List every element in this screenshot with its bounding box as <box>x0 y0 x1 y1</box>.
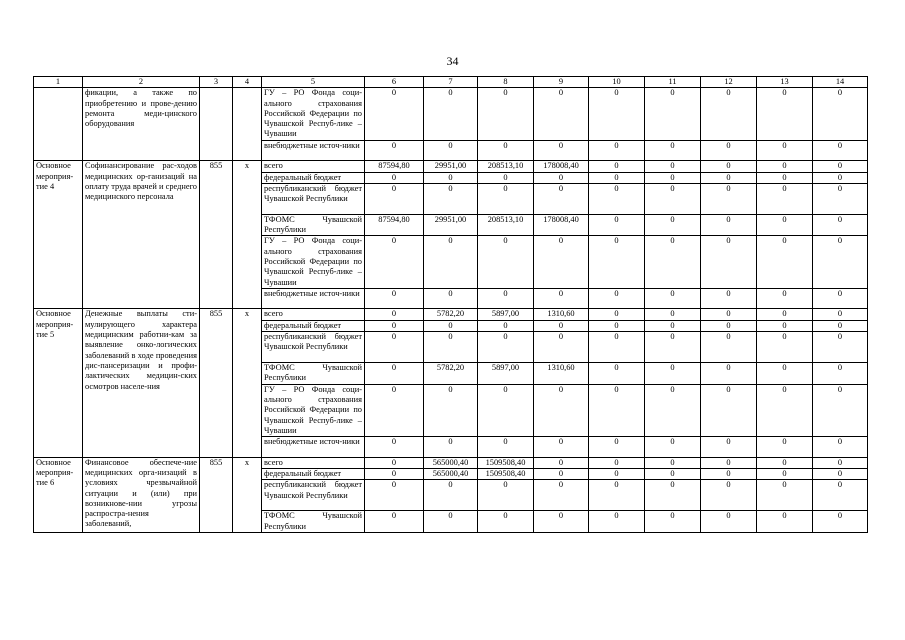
value-cell: 0 <box>589 183 645 214</box>
funding-source: внебюджетные источ-ники <box>262 437 365 458</box>
value-cell: 0 <box>424 511 478 533</box>
measure-name: Основное мероприя-тие 4 <box>34 161 83 309</box>
value-cell: 0 <box>424 288 478 309</box>
value-cell: 0 <box>589 384 645 436</box>
column-number-3: 3 <box>200 77 233 88</box>
value-cell: 0 <box>701 384 757 436</box>
value-cell: 0 <box>813 437 868 458</box>
column-number-8: 8 <box>478 77 534 88</box>
value-cell: 0 <box>365 88 424 140</box>
value-cell: 0 <box>757 236 813 288</box>
value-cell: 0 <box>757 384 813 436</box>
value-cell: 0 <box>365 183 424 214</box>
column-number-6: 6 <box>365 77 424 88</box>
value-cell: 0 <box>645 511 701 533</box>
value-cell: 0 <box>757 309 813 320</box>
value-cell: 0 <box>589 172 645 183</box>
value-cell: 5782,20 <box>424 363 478 385</box>
value-cell: 0 <box>589 363 645 385</box>
value-cell: 0 <box>424 384 478 436</box>
value-cell: 87594,80 <box>365 161 424 172</box>
table-row <box>34 457 868 468</box>
value-cell: 0 <box>478 511 534 533</box>
value-cell: 0 <box>478 288 534 309</box>
column-number-5: 5 <box>262 77 365 88</box>
value-cell: 0 <box>589 437 645 458</box>
value-cell: 0 <box>365 236 424 288</box>
value-cell: 0 <box>534 332 589 363</box>
funding-source: федеральный бюджет <box>262 320 365 331</box>
value-cell: 0 <box>757 437 813 458</box>
column-number-1: 1 <box>34 77 83 88</box>
value-cell: 0 <box>424 88 478 140</box>
funding-source: ТФОМС Чувашской Республики <box>262 363 365 385</box>
funding-source: ГУ – РО Фонда соци-ального страхования Российской Федерации по Чувашской Респуб-лике – Чувашии <box>262 384 365 436</box>
measure-name: Основное мероприя-тие 6 <box>34 457 83 532</box>
x-marker: x <box>233 161 262 309</box>
value-cell: 0 <box>478 480 534 511</box>
column-number-7: 7 <box>424 77 478 88</box>
value-cell: 0 <box>589 480 645 511</box>
value-cell: 0 <box>757 332 813 363</box>
value-cell: 0 <box>813 236 868 288</box>
value-cell: 565000,40 <box>424 468 478 479</box>
value-cell: 0 <box>701 320 757 331</box>
x-marker: x <box>233 457 262 532</box>
value-cell: 0 <box>589 288 645 309</box>
value-cell: 0 <box>813 511 868 533</box>
value-cell: 0 <box>645 384 701 436</box>
measure-description: Денежные выплаты сти-мулирующего характера медицинским работни-кам за выявление онко-логических заболеваний в ходе проведения дис-пансеризации и профи-лактических медицин-ских осмотров населе-ния <box>83 309 200 457</box>
value-cell: 1509508,40 <box>478 468 534 479</box>
value-cell: 0 <box>813 468 868 479</box>
value-cell: 0 <box>534 511 589 533</box>
value-cell: 0 <box>813 172 868 183</box>
value-cell: 0 <box>534 480 589 511</box>
value-cell: 0 <box>365 363 424 385</box>
value-cell: 29951,00 <box>424 161 478 172</box>
value-cell: 0 <box>365 172 424 183</box>
value-cell: 0 <box>813 320 868 331</box>
value-cell: 0 <box>534 288 589 309</box>
value-cell: 0 <box>534 468 589 479</box>
value-cell: 0 <box>424 236 478 288</box>
value-cell: 0 <box>701 457 757 468</box>
value-cell: 0 <box>365 457 424 468</box>
value-cell: 0 <box>701 140 757 161</box>
value-cell: 0 <box>365 468 424 479</box>
value-cell: 0 <box>478 384 534 436</box>
value-cell: 0 <box>478 320 534 331</box>
value-cell: 0 <box>645 236 701 288</box>
value-cell: 0 <box>813 480 868 511</box>
column-number-10: 10 <box>589 77 645 88</box>
value-cell: 0 <box>813 384 868 436</box>
column-number-13: 13 <box>757 77 813 88</box>
funding-source: всего <box>262 457 365 468</box>
value-cell: 0 <box>365 332 424 363</box>
value-cell: 0 <box>645 183 701 214</box>
measure-description: фикации, а также по приобретению и прове-дению ремонта меди-цинского оборудования <box>83 88 200 161</box>
value-cell: 0 <box>701 88 757 140</box>
value-cell: 0 <box>365 320 424 331</box>
value-cell: 5897,00 <box>478 363 534 385</box>
table-row <box>34 161 868 172</box>
value-cell: 0 <box>701 363 757 385</box>
value-cell: 1310,60 <box>534 309 589 320</box>
value-cell: 0 <box>534 437 589 458</box>
value-cell: 0 <box>813 332 868 363</box>
value-cell: 0 <box>757 140 813 161</box>
value-cell: 0 <box>701 468 757 479</box>
value-cell: 0 <box>813 214 868 236</box>
value-cell: 0 <box>757 468 813 479</box>
table-row <box>34 309 868 320</box>
value-cell: 0 <box>365 384 424 436</box>
funding-source: федеральный бюджет <box>262 172 365 183</box>
column-number-4: 4 <box>233 77 262 88</box>
value-cell: 0 <box>478 332 534 363</box>
value-cell: 0 <box>701 236 757 288</box>
value-cell: 0 <box>365 288 424 309</box>
value-cell: 5897,00 <box>478 309 534 320</box>
value-cell: 0 <box>645 161 701 172</box>
value-cell: 0 <box>424 140 478 161</box>
value-cell: 0 <box>701 161 757 172</box>
column-number-14: 14 <box>813 77 868 88</box>
measure-description: Финансовое обеспече-ние медицинских орга-низаций в условиях чрезвычайной ситуации и (или) при возникнове-нии угрозы распростра-нения заболеваний, <box>83 457 200 532</box>
x-cell <box>233 88 262 161</box>
value-cell: 0 <box>534 172 589 183</box>
value-cell: 0 <box>645 437 701 458</box>
value-cell: 0 <box>645 309 701 320</box>
column-number-11: 11 <box>645 77 701 88</box>
value-cell: 0 <box>534 88 589 140</box>
value-cell: 29951,00 <box>424 214 478 236</box>
column-number-12: 12 <box>701 77 757 88</box>
funding-source: республиканский бюджет Чувашской Республики <box>262 332 365 363</box>
code-cell <box>200 88 233 161</box>
value-cell: 0 <box>813 183 868 214</box>
value-cell: 0 <box>757 288 813 309</box>
value-cell: 208513,10 <box>478 161 534 172</box>
value-cell: 0 <box>645 288 701 309</box>
value-cell: 0 <box>645 363 701 385</box>
value-cell: 0 <box>701 511 757 533</box>
value-cell: 0 <box>813 288 868 309</box>
value-cell: 0 <box>701 288 757 309</box>
value-cell: 0 <box>589 161 645 172</box>
value-cell: 0 <box>813 309 868 320</box>
value-cell: 0 <box>478 172 534 183</box>
column-number-row <box>34 77 868 88</box>
value-cell: 0 <box>589 214 645 236</box>
measure-description: Софинансирование рас-ходов медицинских ор-ганизаций на оплату труда врачей и среднего медицинского персонала <box>83 161 200 309</box>
value-cell: 0 <box>645 468 701 479</box>
value-cell: 0 <box>701 214 757 236</box>
value-cell: 0 <box>757 183 813 214</box>
budget-code: 855 <box>200 161 233 309</box>
value-cell: 0 <box>534 457 589 468</box>
value-cell: 0 <box>701 332 757 363</box>
column-number-2: 2 <box>83 77 200 88</box>
value-cell: 0 <box>701 309 757 320</box>
budget-code: 855 <box>200 309 233 457</box>
funding-source: всего <box>262 161 365 172</box>
value-cell: 0 <box>478 183 534 214</box>
value-cell: 0 <box>701 437 757 458</box>
value-cell: 0 <box>645 320 701 331</box>
funding-source: внебюджетные источ-ники <box>262 140 365 161</box>
funding-source: республиканский бюджет Чувашской Республики <box>262 183 365 214</box>
value-cell: 0 <box>757 214 813 236</box>
value-cell: 1509508,40 <box>478 457 534 468</box>
value-cell: 0 <box>757 457 813 468</box>
value-cell: 0 <box>534 384 589 436</box>
value-cell: 0 <box>589 140 645 161</box>
value-cell: 87594,80 <box>365 214 424 236</box>
value-cell: 0 <box>757 172 813 183</box>
value-cell: 0 <box>645 457 701 468</box>
value-cell: 0 <box>813 88 868 140</box>
funding-source: внебюджетные источ-ники <box>262 288 365 309</box>
value-cell: 178008,40 <box>534 214 589 236</box>
value-cell: 0 <box>589 309 645 320</box>
column-number-9: 9 <box>534 77 589 88</box>
value-cell: 0 <box>365 480 424 511</box>
value-cell: 5782,20 <box>424 309 478 320</box>
value-cell: 0 <box>813 457 868 468</box>
value-cell: 0 <box>424 172 478 183</box>
value-cell: 0 <box>365 437 424 458</box>
value-cell: 0 <box>813 161 868 172</box>
measure-name: Основное мероприя-тие 5 <box>34 309 83 457</box>
value-cell: 0 <box>589 88 645 140</box>
value-cell: 0 <box>424 437 478 458</box>
value-cell: 0 <box>365 309 424 320</box>
funding-source: ГУ – РО Фонда соци-ального страхования Российской Федерации по Чувашской Респуб-лике – Чувашии <box>262 88 365 140</box>
value-cell: 0 <box>589 457 645 468</box>
value-cell: 0 <box>589 468 645 479</box>
value-cell: 0 <box>757 88 813 140</box>
value-cell: 0 <box>757 161 813 172</box>
value-cell: 0 <box>365 511 424 533</box>
value-cell: 0 <box>645 214 701 236</box>
value-cell: 0 <box>645 88 701 140</box>
value-cell: 0 <box>424 480 478 511</box>
value-cell: 0 <box>424 332 478 363</box>
budget-table <box>33 76 868 533</box>
funding-source: республиканский бюджет Чувашской Республики <box>262 480 365 511</box>
value-cell: 0 <box>478 236 534 288</box>
value-cell: 0 <box>757 363 813 385</box>
value-cell: 0 <box>424 320 478 331</box>
value-cell: 0 <box>589 511 645 533</box>
value-cell: 0 <box>645 140 701 161</box>
table-row <box>34 88 868 140</box>
value-cell: 0 <box>701 480 757 511</box>
value-cell: 0 <box>813 363 868 385</box>
funding-source: ТФОМС Чувашской Республики <box>262 214 365 236</box>
value-cell: 0 <box>589 236 645 288</box>
value-cell: 0 <box>365 140 424 161</box>
page-number: 34 <box>446 54 459 68</box>
value-cell: 565000,40 <box>424 457 478 468</box>
value-cell: 0 <box>478 437 534 458</box>
funding-source: ТФОМС Чувашской Республики <box>262 511 365 533</box>
value-cell: 0 <box>478 88 534 140</box>
value-cell: 0 <box>701 183 757 214</box>
value-cell: 0 <box>645 332 701 363</box>
value-cell: 0 <box>589 320 645 331</box>
budget-code: 855 <box>200 457 233 532</box>
value-cell: 0 <box>813 140 868 161</box>
value-cell: 178008,40 <box>534 161 589 172</box>
value-cell: 0 <box>645 172 701 183</box>
value-cell: 0 <box>534 183 589 214</box>
value-cell: 0 <box>645 480 701 511</box>
value-cell: 1310,60 <box>534 363 589 385</box>
value-cell: 0 <box>478 140 534 161</box>
measure-name-cell <box>34 88 83 161</box>
funding-source: федеральный бюджет <box>262 468 365 479</box>
value-cell: 0 <box>424 183 478 214</box>
value-cell: 0 <box>534 320 589 331</box>
value-cell: 0 <box>757 320 813 331</box>
value-cell: 208513,10 <box>478 214 534 236</box>
value-cell: 0 <box>757 480 813 511</box>
value-cell: 0 <box>757 511 813 533</box>
value-cell: 0 <box>589 332 645 363</box>
value-cell: 0 <box>534 140 589 161</box>
value-cell: 0 <box>701 172 757 183</box>
x-marker: x <box>233 309 262 457</box>
funding-source: ГУ – РО Фонда соци-ального страхования Российской Федерации по Чувашской Респуб-лике – Чувашии <box>262 236 365 288</box>
value-cell: 0 <box>534 236 589 288</box>
funding-source: всего <box>262 309 365 320</box>
